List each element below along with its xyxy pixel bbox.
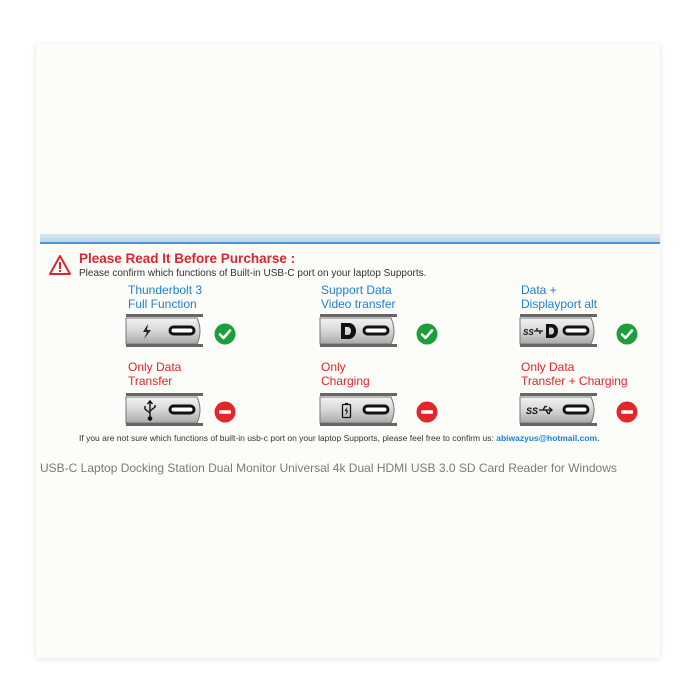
ss-usb-displayport-port (519, 313, 599, 349)
port-4-label: Only Data Transfer (128, 360, 182, 388)
not-supported-icon (416, 401, 438, 423)
supported-check-icon (616, 323, 638, 345)
port-1-label: Thunderbolt 3 Full Function (128, 283, 203, 311)
displayport-port (319, 313, 399, 349)
product-image-card (36, 44, 660, 658)
usb-data-port (125, 392, 205, 428)
not-supported-icon (214, 401, 236, 423)
notice-title: Please Read It Before Purcharse : (79, 251, 296, 266)
footer-note (79, 433, 599, 443)
svg-text:SS: SS (523, 328, 534, 337)
svg-text:SS: SS (526, 406, 539, 416)
port-5-label: Only Charging (321, 360, 370, 388)
not-supported-icon (616, 401, 638, 423)
port-6-label: Only Data Transfer + Charging (521, 360, 628, 388)
warning-icon (49, 255, 71, 275)
banner-divider (40, 242, 660, 244)
cut-off-caption: USB-C Laptop Docking Station Dual Monitor Universal 4k Dual HDMI USB 3.0 SD Card Reader for Windows (40, 461, 617, 475)
ss-usb-port (519, 392, 599, 428)
charging-port (319, 392, 399, 428)
footer-text: If you are not sure which functions of built-in usb-c port on your laptop Supports, please feel free to confirm us: (79, 433, 494, 443)
contact-email: abiwazyus@hotmail.com. (496, 433, 600, 443)
port-2-label: Support Data Video transfer (321, 283, 396, 311)
port-3-label: Data + Displayport alt (521, 283, 598, 311)
notice-subtitle: Please confirm which functions of Built-in USB-C port on your laptop Supports. (79, 268, 427, 279)
thunderbolt-port (125, 313, 205, 349)
supported-check-icon (214, 323, 236, 345)
supported-check-icon (416, 323, 438, 345)
